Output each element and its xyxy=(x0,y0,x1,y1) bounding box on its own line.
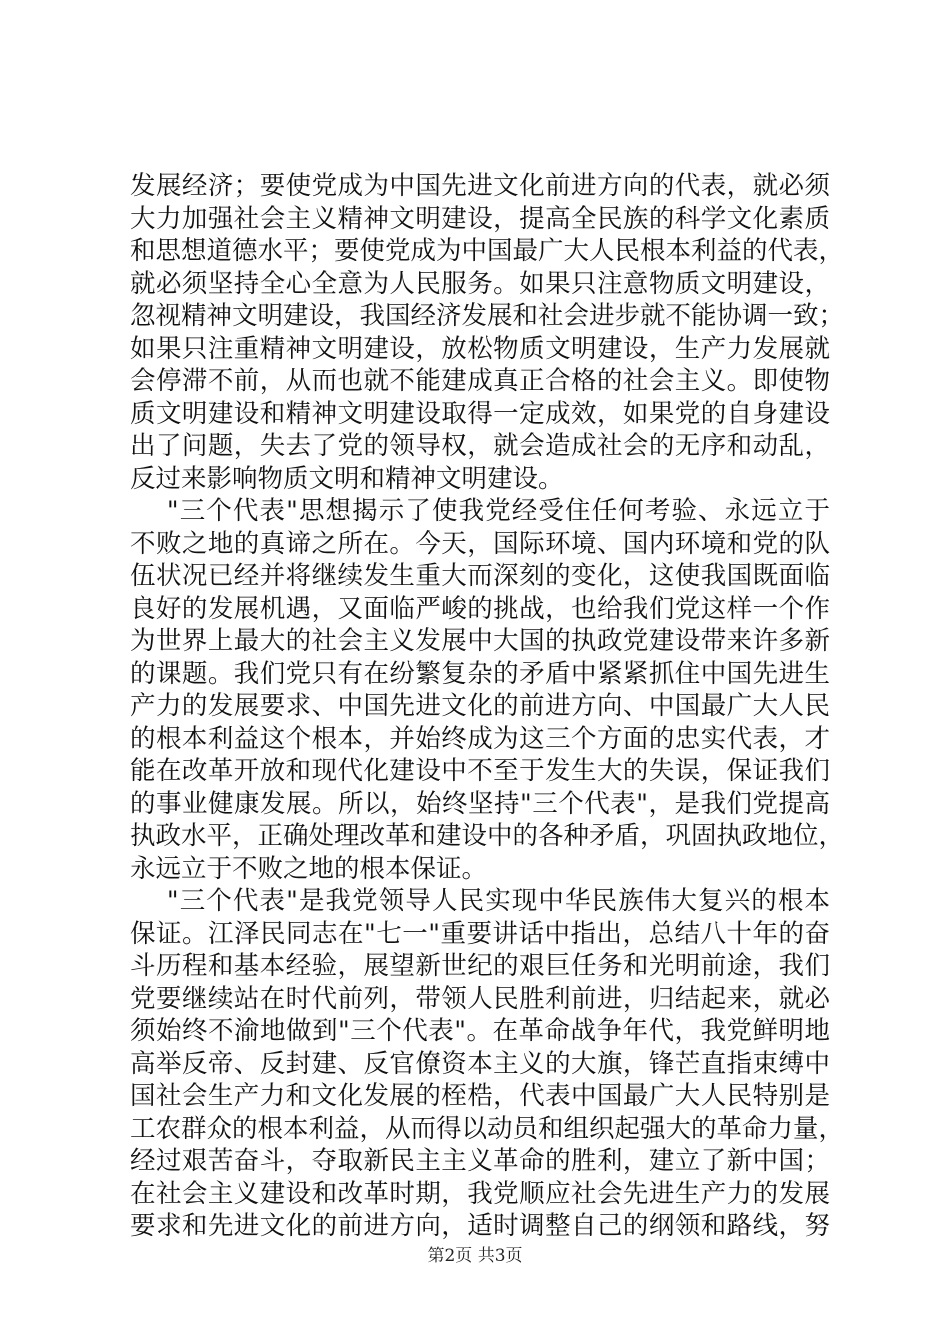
paragraph-national-rejuvenation xyxy=(130,885,845,1243)
text-line: 伍状况已经并将继续发生重大而深刻的变化，这使我国既面临 xyxy=(130,561,830,591)
text-line: 执政水平，正确处理改革和建设中的各种矛盾，巩固执政地位， xyxy=(130,821,845,851)
text-line: 如果只注重精神文明建设，放松物质文明建设，生产力发展就 xyxy=(130,333,830,364)
text-line: 的事业健康发展。所以，始终坚持"三个代表"，是我们党提高 xyxy=(130,788,830,819)
text-line: 和思想道德水平；要使党成为中国最广大人民根本利益的代表， xyxy=(130,236,845,266)
text-line: 的课题。我们党只有在纷繁复杂的矛盾中紧紧抓住中国先进生 xyxy=(130,658,830,689)
page-number: 第2页 共3页 xyxy=(427,1246,523,1266)
text-line: 工农群众的根本利益，从而得以动员和组织起强大的革命力量， xyxy=(130,1113,845,1144)
document-body xyxy=(130,170,845,1243)
text-line: 质文明建设和精神文明建设取得一定成效，如果党的自身建设 xyxy=(130,398,830,429)
text-line: 党要继续站在时代前列，带领人民胜利前进，归结起来，就必 xyxy=(130,983,830,1014)
paragraph-economy-culture xyxy=(130,170,845,495)
text-line: 斗历程和基本经验，展望新世纪的艰巨任务和光明前途，我们 xyxy=(130,951,830,981)
text-line: 就必须坚持全心全意为人民服务。如果只注意物质文明建设， xyxy=(130,268,830,299)
text-line: 会停滞不前，从而也就不能建成真正合格的社会主义。即使物 xyxy=(130,366,830,396)
text-line: 须始终不渝地做到"三个代表"。在革命战争年代，我党鲜明地 xyxy=(130,1016,830,1046)
paragraph-three-represents-truth xyxy=(130,495,845,885)
text-line: 国社会生产力和文化发展的桎梏，代表中国最广大人民特别是 xyxy=(130,1081,830,1111)
text-line: 的根本利益这个根本，并始终成为这三个方面的忠实代表，才 xyxy=(130,723,830,754)
text-line: "三个代表"是我党领导人民实现中华民族伟大复兴的根本 xyxy=(130,886,830,916)
text-line: 反过来影响物质文明和精神文明建设。 xyxy=(130,463,564,494)
text-line: 产力的发展要求、中国先进文化的前进方向、中国最广大人民 xyxy=(130,691,830,721)
text-line: 保证。江泽民同志在"七一"重要讲话中指出，总结八十年的奋 xyxy=(130,918,830,949)
text-line: 为世界上最大的社会主义发展中大国的执政党建设带来许多新 xyxy=(130,626,830,656)
text-line: 发展经济；要使党成为中国先进文化前进方向的代表，就必须 xyxy=(130,171,830,201)
text-line: 忽视精神文明建设，我国经济发展和社会进步就不能协调一致； xyxy=(130,301,845,331)
text-line: 高举反帝、反封建、反官僚资本主义的大旗，锋芒直指束缚中 xyxy=(130,1048,830,1079)
text-line: 永远立于不败之地的根本保证。 xyxy=(130,853,488,884)
text-line: "三个代表"思想揭示了使我党经受住任何考验、永远立于 xyxy=(130,496,830,526)
page-footer xyxy=(0,1245,950,1267)
text-line: 在社会主义建设和改革时期，我党顺应社会先进生产力的发展 xyxy=(130,1178,830,1209)
text-line: 大力加强社会主义精神文明建设，提高全民族的科学文化素质 xyxy=(130,203,830,234)
text-line: 不败之地的真谛之所在。今天，国际环境、国内环境和党的队 xyxy=(130,528,830,559)
text-line: 良好的发展机遇，又面临严峻的挑战，也给我们党这样一个作 xyxy=(130,593,830,624)
text-line: 能在改革开放和现代化建设中不至于发生大的失误，保证我们 xyxy=(130,756,830,786)
text-line: 出了问题，失去了党的领导权，就会造成社会的无序和动乱， xyxy=(130,431,830,461)
text-line: 经过艰苦奋斗，夺取新民主主义革命的胜利，建立了新中国； xyxy=(130,1146,830,1176)
text-line: 要求和先进文化的前进方向，适时调整自己的纲领和路线，努 xyxy=(130,1211,830,1241)
